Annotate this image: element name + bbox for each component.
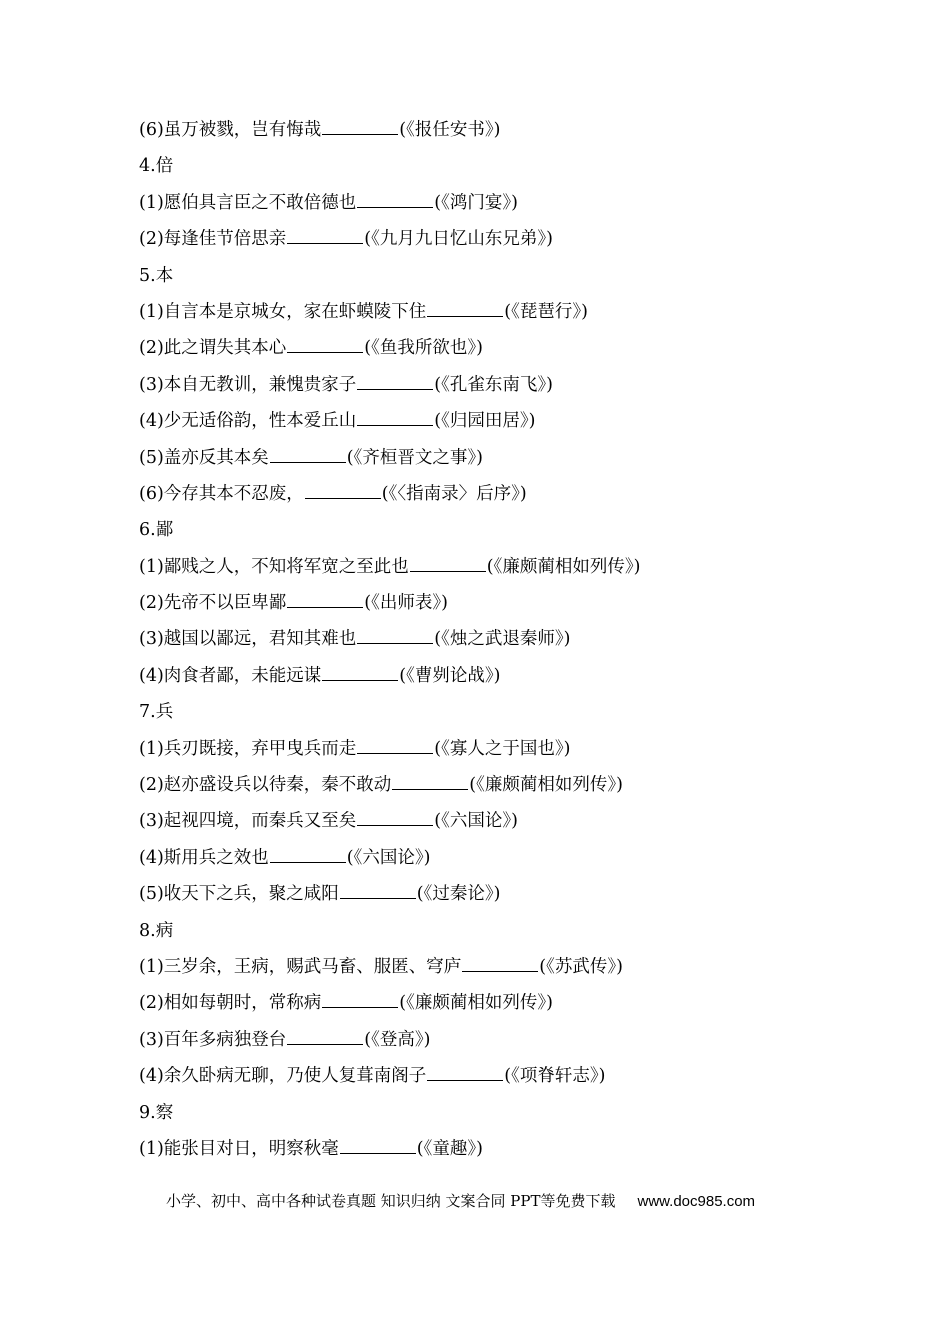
answer-blank[interactable] [322, 679, 398, 681]
exercise-item [139, 949, 899, 985]
item-sentence: 鄙贱之人，不知将军宽之至此也 [163, 556, 409, 577]
item-source: (《〈指南录〉后序》) [381, 483, 527, 504]
item-sentence: 百年多病独登台 [163, 1029, 287, 1050]
answer-blank[interactable] [340, 1152, 416, 1154]
item-number: (1) [139, 192, 164, 213]
item-number: (3) [139, 1029, 164, 1050]
item-sentence: 肉食者鄙，未能远谋 [163, 665, 322, 686]
item-sentence: 三岁余，王病，赐武马畜、服匿、穹庐 [163, 956, 462, 977]
answer-blank[interactable] [357, 388, 433, 390]
answer-blank[interactable] [357, 752, 433, 754]
item-number: (2) [139, 593, 164, 614]
item-number: (6) [139, 120, 164, 140]
item-number: (2) [139, 338, 164, 359]
item-sentence: 余久卧病无聊，乃使人复葺南阁子 [163, 1066, 427, 1087]
footer-text: 小学、初中、高中各种试卷真题 知识归纳 文案合同 PPT等免费下载 [166, 1192, 616, 1210]
item-sentence: 斯用兵之效也 [163, 847, 269, 868]
exercise-item [139, 1131, 899, 1167]
item-sentence: 收天下之兵，聚之咸阳 [163, 884, 339, 905]
item-number: (3) [139, 629, 164, 650]
answer-blank[interactable] [287, 606, 363, 608]
item-number: (2) [139, 775, 164, 796]
answer-blank[interactable] [270, 461, 346, 463]
exercise-item [139, 221, 899, 257]
item-sentence: 起视四境，而秦兵又至矣 [163, 811, 357, 832]
section-heading: 7.兵 [139, 702, 174, 723]
answer-blank[interactable] [322, 133, 398, 135]
item-sentence: 今存其本不忍废， [163, 483, 304, 504]
item-source: (《童趣》) [416, 1138, 483, 1159]
item-source: (《项脊轩志》) [504, 1066, 606, 1087]
item-source: (《归园田居》) [434, 411, 536, 432]
exercise-item [139, 1058, 899, 1094]
answer-blank[interactable] [287, 351, 363, 353]
item-source: (《鸿门宴》) [434, 192, 518, 213]
item-number: (1) [139, 1138, 164, 1159]
item-sentence: 能张目对日，明察秋毫 [163, 1138, 339, 1159]
item-number: (6) [139, 483, 164, 504]
exercise-item [139, 112, 899, 148]
answer-blank[interactable] [357, 824, 433, 826]
item-source: (《鱼我所欲也》) [364, 338, 483, 359]
item-number: (4) [139, 411, 164, 432]
item-number: (2) [139, 993, 164, 1014]
item-source: (《六国论》) [346, 847, 431, 868]
exercise-item [139, 985, 899, 1021]
exercise-item [139, 731, 899, 767]
section-heading: 9.察 [139, 1102, 174, 1123]
exercise-item [139, 767, 899, 803]
item-number: (3) [139, 374, 164, 395]
item-source: (《孔雀东南飞》) [434, 374, 553, 395]
item-sentence: 相如每朝时，常称病 [163, 993, 322, 1014]
item-number: (1) [139, 301, 164, 322]
exercise-item [139, 621, 899, 657]
item-number: (4) [139, 1066, 164, 1087]
item-source: (《报任安书》) [399, 120, 501, 140]
item-number: (3) [139, 811, 164, 832]
item-sentence: 每逢佳节倍思亲 [163, 229, 287, 250]
item-sentence: 少无适俗韵，性本爱丘山 [163, 411, 357, 432]
answer-blank[interactable] [305, 497, 381, 499]
item-source: (《廉颇蔺相如列传》) [486, 556, 641, 577]
item-sentence: 虽万被戮，岂有悔哉 [163, 120, 322, 140]
answer-blank[interactable] [357, 424, 433, 426]
item-sentence: 兵刃既接，弃甲曳兵而走 [163, 738, 357, 759]
answer-blank[interactable] [392, 788, 468, 790]
item-sentence: 盖亦反其本矣 [163, 447, 269, 468]
exercise-item [139, 330, 899, 366]
item-number: (2) [139, 229, 164, 250]
exercise-item [139, 658, 899, 694]
item-sentence: 赵亦盛设兵以待秦，秦不敢动 [163, 775, 392, 796]
item-source: (《廉颇蔺相如列传》) [469, 775, 623, 796]
item-source: (《曹刿论战》) [399, 665, 501, 686]
answer-blank[interactable] [322, 1006, 398, 1008]
answer-blank[interactable] [462, 970, 538, 972]
item-source: (《烛之武退秦师》) [434, 629, 571, 650]
exercise-item [139, 367, 899, 403]
item-sentence: 此之谓失其本心 [163, 338, 287, 359]
exercise-item [139, 876, 899, 912]
item-number: (5) [139, 447, 164, 468]
item-sentence: 越国以鄙远，君知其难也 [163, 629, 357, 650]
answer-blank[interactable] [357, 642, 433, 644]
answer-blank[interactable] [287, 242, 363, 244]
answer-blank[interactable] [270, 861, 346, 863]
exercise-item [139, 1022, 899, 1058]
item-number: (4) [139, 665, 164, 686]
exercise-item [139, 294, 899, 330]
item-source: (《登高》) [364, 1029, 431, 1050]
section-heading: 4.倍 [139, 156, 174, 177]
item-number: (4) [139, 847, 164, 868]
item-sentence: 先帝不以臣卑鄙 [163, 593, 287, 614]
answer-blank[interactable] [340, 897, 416, 899]
section-heading: 6.鄙 [139, 520, 174, 541]
exercise-item [139, 440, 899, 476]
item-source: (《九月九日忆山东兄弟》) [364, 229, 553, 250]
exercise-item [139, 840, 899, 876]
item-source: (《廉颇蔺相如列传》) [399, 993, 553, 1014]
item-source: (《齐桓晋文之事》) [346, 447, 483, 468]
exercise-item [139, 585, 899, 621]
item-source: (《寡人之于国也》) [434, 738, 571, 759]
exercise-item [139, 549, 899, 585]
answer-blank[interactable] [357, 206, 433, 208]
exercise-list [139, 112, 899, 1167]
answer-blank[interactable] [427, 1079, 503, 1081]
item-source: (《出师表》) [364, 593, 448, 614]
item-number: (5) [139, 884, 164, 905]
page-footer [166, 1190, 755, 1213]
exercise-item [139, 185, 899, 221]
item-source: (《琵琶行》) [504, 301, 588, 322]
item-source: (《过秦论》) [416, 884, 501, 905]
item-sentence: 自言本是京城女，家在虾蟆陵下住 [163, 301, 427, 322]
section-heading: 8.病 [139, 920, 174, 941]
answer-blank[interactable] [427, 315, 503, 317]
item-source: (《苏武传》) [539, 956, 623, 977]
item-source: (《六国论》) [434, 811, 518, 832]
item-sentence: 愿伯具言臣之不敢倍德也 [163, 192, 357, 213]
exercise-item [139, 803, 899, 839]
item-number: (1) [139, 956, 164, 977]
answer-blank[interactable] [410, 570, 486, 572]
item-number: (1) [139, 556, 164, 577]
item-sentence: 本自无教训，兼愧贵家子 [163, 374, 357, 395]
footer-url: www.doc985.com [637, 1193, 756, 1210]
item-number: (1) [139, 738, 164, 759]
section-heading: 5.本 [139, 265, 174, 286]
exercise-item [139, 476, 899, 512]
answer-blank[interactable] [287, 1043, 363, 1045]
exercise-item [139, 403, 899, 439]
